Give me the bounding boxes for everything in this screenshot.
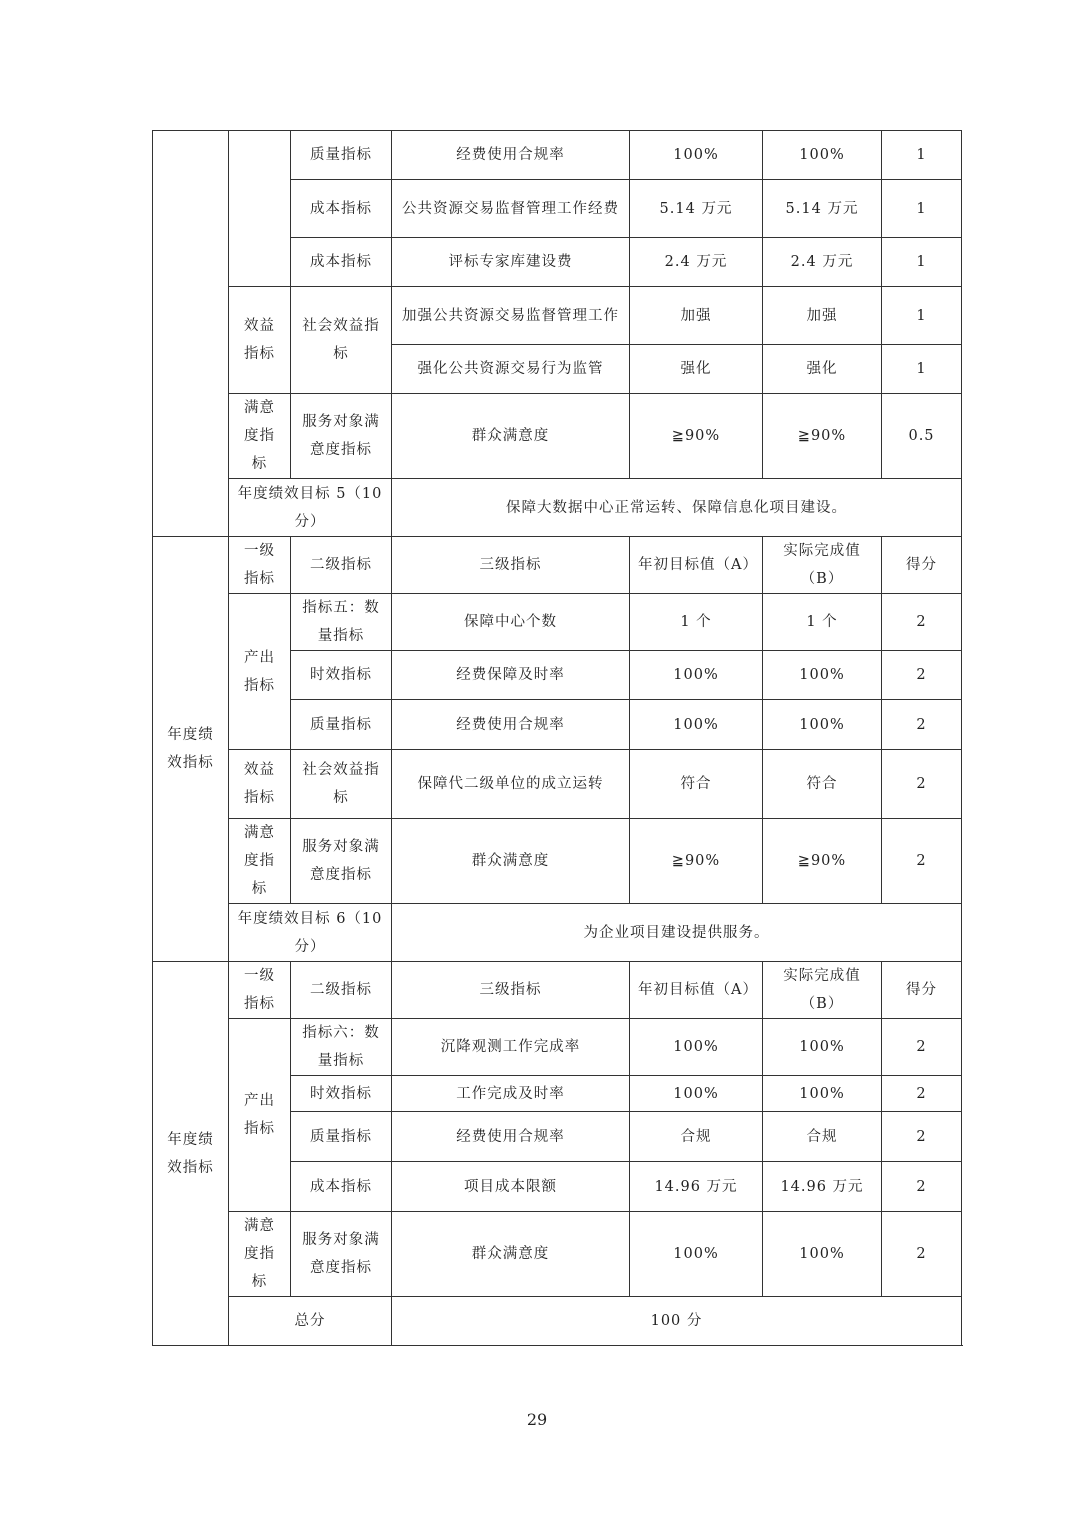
header-actual: 实际完成值（B） (763, 962, 882, 1019)
second-level-cell: 时效指标 (291, 651, 392, 700)
second-level-cell: 成本指标 (291, 238, 392, 287)
table-row (153, 131, 962, 180)
first-level-cell: 效益指标 (229, 750, 291, 819)
target-cell: 合规 (630, 1112, 763, 1162)
annual-indicator-cell: 年度绩效指标 (153, 537, 229, 962)
second-level-cell: 服务对象满意度指标 (291, 394, 392, 479)
actual-cell: 合规 (763, 1112, 882, 1162)
third-level-cell: 加强公共资源交易监督管理工作 (392, 287, 630, 345)
table-row (153, 287, 962, 345)
goal-label: 年度绩效目标 6（10 分） (229, 904, 392, 962)
third-level-cell: 经费保障及时率 (392, 651, 630, 700)
score-cell: 2 (882, 594, 962, 651)
header-score: 得分 (882, 537, 962, 594)
total-row (153, 1297, 962, 1346)
third-level-cell: 经费使用合规率 (392, 700, 630, 750)
table-row (153, 394, 962, 479)
target-cell: 100% (630, 131, 763, 180)
header-first-level: 一级指标 (229, 537, 291, 594)
goal-label: 年度绩效目标 5（10 分） (229, 479, 392, 537)
annual-indicator-cell: 年度绩效指标 (153, 962, 229, 1346)
target-cell: 强化 (630, 345, 763, 394)
score-cell: 2 (882, 1212, 962, 1297)
table-row (153, 819, 962, 904)
target-cell: 5.14 万元 (630, 180, 763, 238)
total-value: 100 分 (392, 1297, 962, 1346)
first-level-cell: 满意度指标 (229, 394, 291, 479)
second-level-cell: 指标六：数量指标 (291, 1019, 392, 1076)
performance-table (152, 130, 962, 1346)
table-row (153, 1019, 962, 1076)
header-second-level: 二级指标 (291, 537, 392, 594)
third-level-cell: 群众满意度 (392, 394, 630, 479)
second-level-cell: 社会效益指标 (291, 750, 392, 819)
third-level-cell: 保障代二级单位的成立运转 (392, 750, 630, 819)
header-row (153, 537, 962, 594)
target-cell: 14.96 万元 (630, 1162, 763, 1212)
second-level-cell: 质量指标 (291, 700, 392, 750)
third-level-cell: 评标专家库建设费 (392, 238, 630, 287)
table-row (153, 750, 962, 819)
target-cell: 符合 (630, 750, 763, 819)
actual-cell: ≧90% (763, 819, 882, 904)
first-level-cell: 效益指标 (229, 287, 291, 394)
header-second-level: 二级指标 (291, 962, 392, 1019)
third-level-cell: 保障中心个数 (392, 594, 630, 651)
third-level-cell: 群众满意度 (392, 819, 630, 904)
table-row (153, 1212, 962, 1297)
goal-row (153, 904, 962, 962)
header-actual: 实际完成值（B） (763, 537, 882, 594)
target-cell: 100% (630, 1019, 763, 1076)
second-level-cell: 成本指标 (291, 1162, 392, 1212)
score-cell: 2 (882, 1112, 962, 1162)
target-cell: ≧90% (630, 394, 763, 479)
actual-cell: 100% (763, 131, 882, 180)
score-cell: 2 (882, 1019, 962, 1076)
score-cell: 2 (882, 1162, 962, 1212)
target-cell: 100% (630, 1076, 763, 1112)
table-row (153, 594, 962, 651)
score-cell: 1 (882, 131, 962, 180)
total-label: 总分 (229, 1297, 392, 1346)
second-level-cell: 社会效益指标 (291, 287, 392, 394)
first-level-cell: 产出指标 (229, 594, 291, 750)
actual-cell: 100% (763, 700, 882, 750)
header-first-level: 一级指标 (229, 962, 291, 1019)
target-cell: 1 个 (630, 594, 763, 651)
actual-cell: 100% (763, 1076, 882, 1112)
score-cell: 2 (882, 1076, 962, 1112)
continued-annual-cell (153, 131, 229, 537)
target-cell: 100% (630, 700, 763, 750)
score-cell: 0.5 (882, 394, 962, 479)
second-level-cell: 指标五：数量指标 (291, 594, 392, 651)
target-cell: 100% (630, 651, 763, 700)
actual-cell: 5.14 万元 (763, 180, 882, 238)
actual-cell: 2.4 万元 (763, 238, 882, 287)
actual-cell: 加强 (763, 287, 882, 345)
continued-output-cell (229, 131, 291, 287)
first-level-cell: 产出指标 (229, 1019, 291, 1212)
third-level-cell: 公共资源交易监督管理工作经费 (392, 180, 630, 238)
actual-cell: 14.96 万元 (763, 1162, 882, 1212)
score-cell: 2 (882, 700, 962, 750)
header-target: 年初目标值（A） (630, 962, 763, 1019)
target-cell: 100% (630, 1212, 763, 1297)
actual-cell: 1 个 (763, 594, 882, 651)
score-cell: 1 (882, 345, 962, 394)
actual-cell: 100% (763, 1019, 882, 1076)
actual-cell: ≧90% (763, 394, 882, 479)
third-level-cell: 项目成本限额 (392, 1162, 630, 1212)
third-level-cell: 沉降观测工作完成率 (392, 1019, 630, 1076)
page-number: 29 (526, 1410, 548, 1429)
target-cell: 加强 (630, 287, 763, 345)
header-score: 得分 (882, 962, 962, 1019)
third-level-cell: 工作完成及时率 (392, 1076, 630, 1112)
score-cell: 1 (882, 238, 962, 287)
second-level-cell: 服务对象满意度指标 (291, 819, 392, 904)
second-level-cell: 质量指标 (291, 131, 392, 180)
third-level-cell: 群众满意度 (392, 1212, 630, 1297)
third-level-cell: 经费使用合规率 (392, 131, 630, 180)
header-third-level: 三级指标 (392, 962, 630, 1019)
first-level-cell: 满意度指标 (229, 1212, 291, 1297)
first-level-cell: 满意度指标 (229, 819, 291, 904)
actual-cell: 100% (763, 1212, 882, 1297)
goal-text: 为企业项目建设提供服务。 (392, 904, 962, 962)
second-level-cell: 质量指标 (291, 1112, 392, 1162)
score-cell: 2 (882, 750, 962, 819)
score-cell: 2 (882, 819, 962, 904)
target-cell: 2.4 万元 (630, 238, 763, 287)
third-level-cell: 强化公共资源交易行为监管 (392, 345, 630, 394)
score-cell: 1 (882, 180, 962, 238)
header-target: 年初目标值（A） (630, 537, 763, 594)
second-level-cell: 时效指标 (291, 1076, 392, 1112)
goal-text: 保障大数据中心正常运转、保障信息化项目建设。 (392, 479, 962, 537)
actual-cell: 100% (763, 651, 882, 700)
header-row (153, 962, 962, 1019)
second-level-cell: 服务对象满意度指标 (291, 1212, 392, 1297)
third-level-cell: 经费使用合规率 (392, 1112, 630, 1162)
actual-cell: 符合 (763, 750, 882, 819)
score-cell: 2 (882, 651, 962, 700)
target-cell: ≧90% (630, 819, 763, 904)
header-third-level: 三级指标 (392, 537, 630, 594)
second-level-cell: 成本指标 (291, 180, 392, 238)
score-cell: 1 (882, 287, 962, 345)
actual-cell: 强化 (763, 345, 882, 394)
goal-row (153, 479, 962, 537)
